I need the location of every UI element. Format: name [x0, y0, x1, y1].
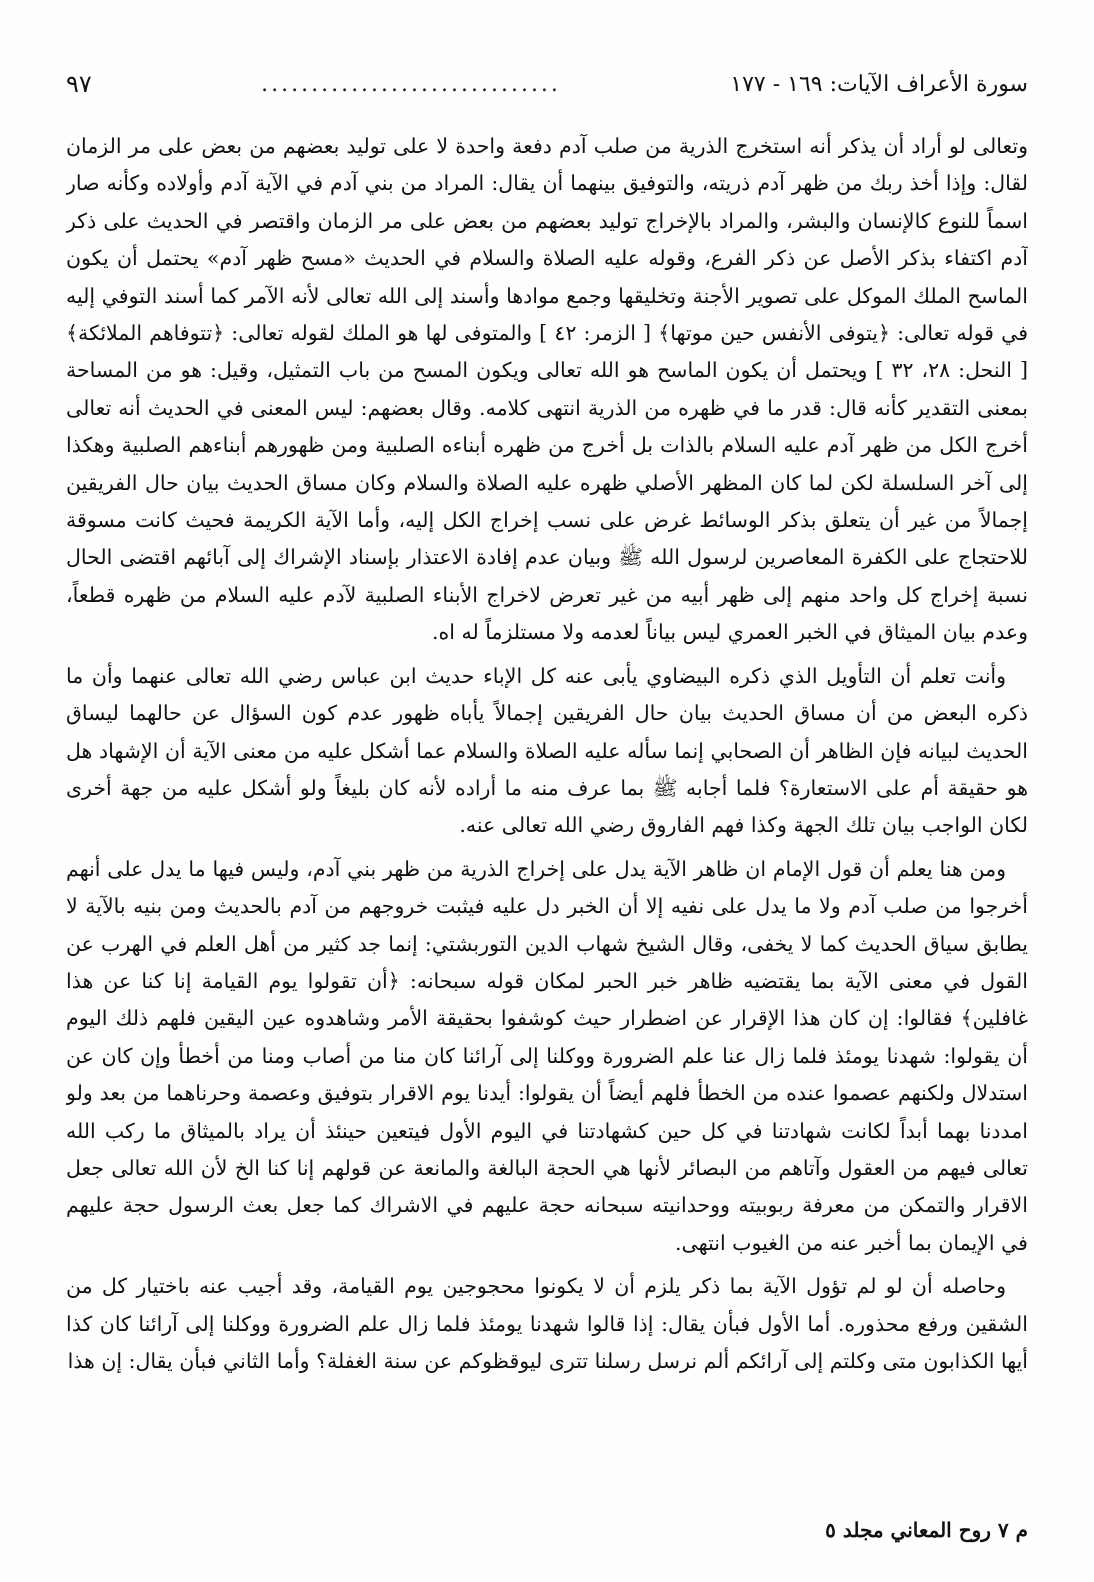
volume-signature: م ٧ روح المعاني مجلد ٥ — [825, 1518, 1028, 1542]
paragraph-3: ومن هنا يعلم أن قول الإمام ان ظاهر الآية يدل على إخراج الذرية من ظهر بني آدم، وليس فيها ما يدل على أنهم أخرجوا من صلب آدم ولا ما يدل على نفيه إلا أن الخبر دل عليه فيثبت خروجهم من آدم بالحديث ومن بنيه بالآية لا يطابق سياق الحديث كما لا يخفى، وقال الشيخ شهاب الدين التوربشتي: إنما جد كثير من أهل العلم في الهرب عن القول في معنى الآية بما يقتضيه ظاهر خبر الحبر لمكان قوله سبحانه: ﴿أن تقولوا يوم القيامة إنا كنا عن هذا غافلين﴾ فقالوا: إن كان هذا الإقرار عن اضطرار حيث كوشفوا بحقيقة الأمر وشاهدوه عين اليقين فلهم ذلك اليوم أن يقولوا: شهدنا يومئذ فلما زال عنا علم الضرورة ووكلنا إلى آرائنا كان منا من أصاب ومنا من أخطأ وإن كان عن استدلال ولكنهم عصموا عنده من الخطأ فلهم أيضاً أن يقولوا: أيدنا يوم الاقرار بتوفيق وعصمة وحرناهما من بعد ولو امددنا بهما أبداً لكانت شهادتنا في كل حين كشهادتنا في اليوم الأول فيتعين حينئذ أن يراد بالميثاق ما ركب الله تعالى فيهم من العقول وآتاهم من البصائر لأنها هي الحجة البالغة والمانعة عن قولهم إنا كنا الخ لأن الله تعالى جعل الاقرار والتمكن من معرفة ربوبيته ووحدانيته سبحانه حجة عليهم في الاشراك كما جعل بعث الرسول حجة عليهم في الإيمان بما أخبر عنه من الغيوب انتهى. — [66, 856, 1028, 1255]
leader-dots: .............................. — [261, 71, 561, 97]
page-body — [66, 128, 1028, 1498]
running-header — [66, 64, 1028, 104]
paragraph-1: وتعالى لو أراد أن يذكر أنه استخرج الذرية من صلب آدم دفعة واحدة لا على توليد بعضهم من بعض على مر الزمان لقال: وإذا أخذ ربك من ظهر آدم ذريته، والتوفيق بينهما أن يقال: المراد من بني آدم في الآية آدم وأولاده وكأنه صار اسماً للنوع كالإنسان والبشر، والمراد بالإخراج توليد بعضهم من بعض على مر الزمان واقتصر في الحديث على ذكر آدم اكتفاء بذكر الأصل عن ذكر الفرع، وقوله عليه الصلاة والسلام في الحديث «مسح ظهر آدم» يحتمل أن يكون الماسح الملك الموكل على تصوير الأجنة وتخليقها وجمع موادها وأسند إلى الله تعالى لأنه الآمر كما أسند التوفي إليه في قوله تعالى: ﴿يتوفى الأنفس حين موتها﴾ [ الزمر: ٤٢ ] والمتوفى لها هو الملك لقوله تعالى: ﴿تتوفاهم الملائكة﴾ [ النحل: ٢٨، ٣٢ ] ويحتمل أن يكون الماسح هو الله تعالى ويكون المسح من باب التمثيل، وقيل: هو من المساحة بمعنى التقدير كأنه قال: قدر ما في ظهره من الذرية انتهى كلامه. وقال بعضهم: ليس المعنى في الحديث أنه تعالى أخرج الكل من ظهر آدم عليه السلام بالذات بل أخرج من ظهره أبناءه الصلبية ومن ظهورهم أبناءهم الصلبية وهكذا إلى آخر السلسلة لكن لما كان المظهر الأصلي ظهره عليه الصلاة والسلام وكان مساق الحديث بيان حال الفريقين إجمالاً من غير أن يتعلق بذكر الوسائط غرض على نسب إخراج الكل إليه، وأما الآية الكريمة فحيث كانت مسوقة للاحتجاج على الكفرة المعاصرين لرسول الله ﷺ وبيان عدم إفادة الاعتذار بإسناد الإشراك إلى آبائهم اقتضى الحال نسبة إخراج كل واحد منهم إلى ظهر أبيه من غير تعرض لاخراج الأبناء الصلبية لآدم عليه السلام من ظهره قطعاً، وعدم بيان الميثاق في الخبر العمري ليس بياناً لعدمه ولا مستلزماً له اه. — [66, 134, 1028, 645]
paragraph-2: وأنت تعلم أن التأويل الذي ذكره البيضاوي يأبى عنه كل الإباء حديث ابن عباس رضي الله تعالى عنهما وأن ما ذكره البعض من أن مساق الحديث بيان حال الفريقين إجمالاً يأباه ظهور عدم كون السؤال عن حالهما ليساق الحديث لبيانه فإن الظاهر أن الصحابي إنما سأله عليه الصلاة والسلام عما أشكل عليه من معنى الآية أن الإشهاد هل هو حقيقة أم على الاستعارة؟ فلما أجابه ﷺ بما عرف منه ما أراده لأنه كان بليغاً ولو أشكل عليه من جهة أخرى لكان الواجب بيان تلك الجهة وكذا فهم الفاروق رضي الله تعالى عنه. — [66, 663, 1028, 838]
surah-title: سورة الأعراف الآيات: ١٦٩ - ١٧٧ — [730, 71, 1028, 97]
page-number: ٩٧ — [66, 70, 92, 98]
paragraph-4: وحاصله أن لو لم تؤول الآية بما ذكر يلزم أن لا يكونوا محجوجين يوم القيامة، وقد أجيب عنه باختيار كل من الشقين ورفع محذوره. أما الأول فبأن يقال: إذا قالوا شهدنا يومئذ فلما زال علم الضرورة ووكلنا إلى آرائنا كان كذا أيها الكذابون متى وكلتم إلى آرائكم ألم نرسل رسلنا تترى ليوقظوكم عن سنة الغفلة؟ وأما الثاني فبأن يقال: إن هذا — [66, 1274, 1028, 1373]
